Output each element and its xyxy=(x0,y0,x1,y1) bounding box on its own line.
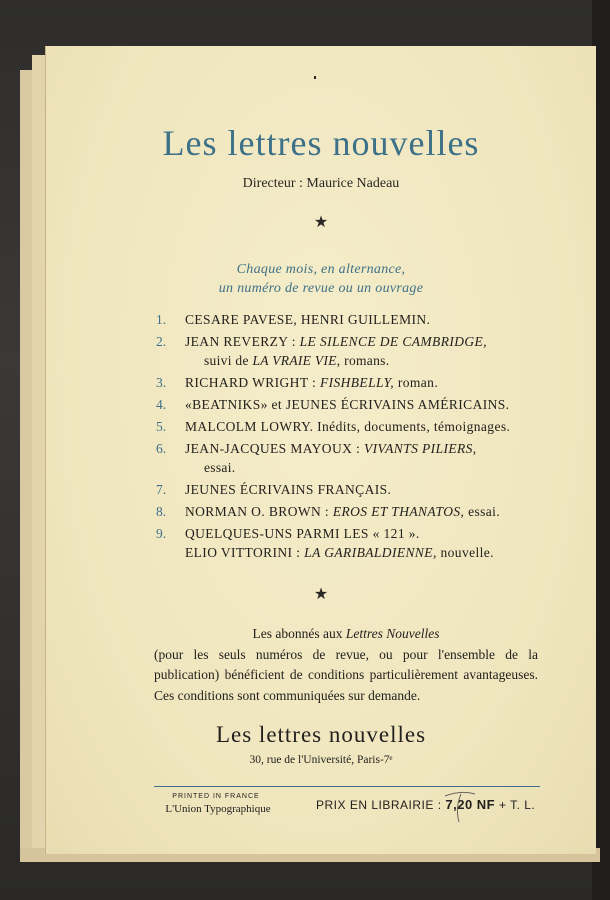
item-part: nouvelle. xyxy=(436,545,494,560)
star-ornament: ★ xyxy=(313,586,329,603)
list-item xyxy=(156,373,546,392)
subscription-text: Les abonnés aux xyxy=(252,626,346,641)
book-back-cover xyxy=(46,46,596,854)
item-text xyxy=(156,373,546,392)
item-text: JEUNES ÉCRIVAINS FRANÇAIS. xyxy=(185,482,392,497)
item-text xyxy=(156,439,546,458)
divider xyxy=(154,786,540,787)
item-number: 3. xyxy=(156,375,167,390)
list-item xyxy=(156,310,546,329)
item-part: roman. xyxy=(394,375,439,390)
publisher-name: Les lettres nouvelles xyxy=(215,722,427,747)
item-number: 8. xyxy=(156,504,167,519)
item-text: CESARE PAVESE, HENRI GUILLEMIN. xyxy=(185,312,431,327)
list-item xyxy=(156,395,546,414)
price-suffix: + T. L. xyxy=(495,798,536,812)
item-number: 1. xyxy=(156,312,167,327)
item-title: LE SILENCE DE CAMBRIDGE, xyxy=(299,334,487,349)
list-item xyxy=(156,480,546,499)
ink-dot xyxy=(314,76,316,79)
list-item xyxy=(156,332,546,370)
item-text xyxy=(156,332,546,351)
item-title: VIVANTS PILIERS, xyxy=(363,441,477,456)
star-ornament: ★ xyxy=(313,214,329,231)
price-value: 7,20 NF xyxy=(445,797,496,812)
item-number: 6. xyxy=(156,441,167,456)
item-subtext: essai. xyxy=(204,460,236,475)
item-text: «BEATNIKS» et JEUNES ÉCRIVAINS AMÉRICAINS. xyxy=(185,397,510,412)
item-text: QUELQUES-UNS PARMI LES « 121 ». xyxy=(185,526,420,541)
list-item xyxy=(156,524,546,562)
item-author: JEAN REVERZY : xyxy=(185,334,300,349)
item-number: 7. xyxy=(156,482,167,497)
item-author: RICHARD WRIGHT : xyxy=(185,375,320,390)
item-number: 2. xyxy=(156,334,167,349)
item-part: suivi de xyxy=(204,353,253,368)
item-number: 9. xyxy=(156,526,167,541)
item-number: 4. xyxy=(156,397,167,412)
item-author: JEAN-JACQUES MAYOUX : xyxy=(185,441,364,456)
item-author: NORMAN O. BROWN : xyxy=(185,504,333,519)
item-part: , romans. xyxy=(336,353,390,368)
price xyxy=(316,797,535,812)
subscription-info xyxy=(154,624,538,706)
page-title: Les lettres nouvelles xyxy=(162,123,480,163)
list-item xyxy=(156,439,546,477)
intro-line: un numéro de revue ou un ouvrage xyxy=(218,281,424,296)
subscription-first-line xyxy=(154,624,538,645)
item-number: 5. xyxy=(156,419,167,434)
subscription-text: (pour les seuls numéros de revue, ou pour l'ensemble de la publication) bénéficient de conditions particulièrement avantageuses. Ces conditions sont communiquées sur demande. xyxy=(154,646,538,703)
item-title: LA VRAIE VIE xyxy=(252,353,337,368)
item-text xyxy=(156,502,546,521)
intro-line: Chaque mois, en alternance, xyxy=(236,262,406,277)
handwritten-mark-icon xyxy=(441,786,481,826)
intro-text xyxy=(46,260,596,298)
publisher-address: 30, rue de l'Université, Paris-7ᵉ xyxy=(249,754,393,766)
subscription-journal: Lettres Nouvelles xyxy=(345,626,440,641)
publication-list xyxy=(156,310,546,565)
list-item xyxy=(156,417,546,436)
printed-in-france: PRINTED IN FRANCE xyxy=(172,793,260,800)
item-author: ELIO VITTORINI : xyxy=(185,545,305,560)
list-item xyxy=(156,502,546,521)
printer-name: L'Union Typographique xyxy=(165,803,271,815)
director-line: Directeur : Maurice Nadeau xyxy=(242,176,400,191)
item-part: essai. xyxy=(464,504,501,519)
item-title: LA GARIBALDIENNE, xyxy=(304,545,437,560)
item-subtext xyxy=(156,351,546,370)
item-text: MALCOLM LOWRY. Inédits, documents, témoignages. xyxy=(185,419,511,434)
item-text xyxy=(156,543,546,562)
item-title: EROS ET THANATOS, xyxy=(332,504,465,519)
price-label: PRIX EN LIBRAIRIE : xyxy=(316,798,446,812)
item-title: FISHBELLY, xyxy=(319,375,395,390)
